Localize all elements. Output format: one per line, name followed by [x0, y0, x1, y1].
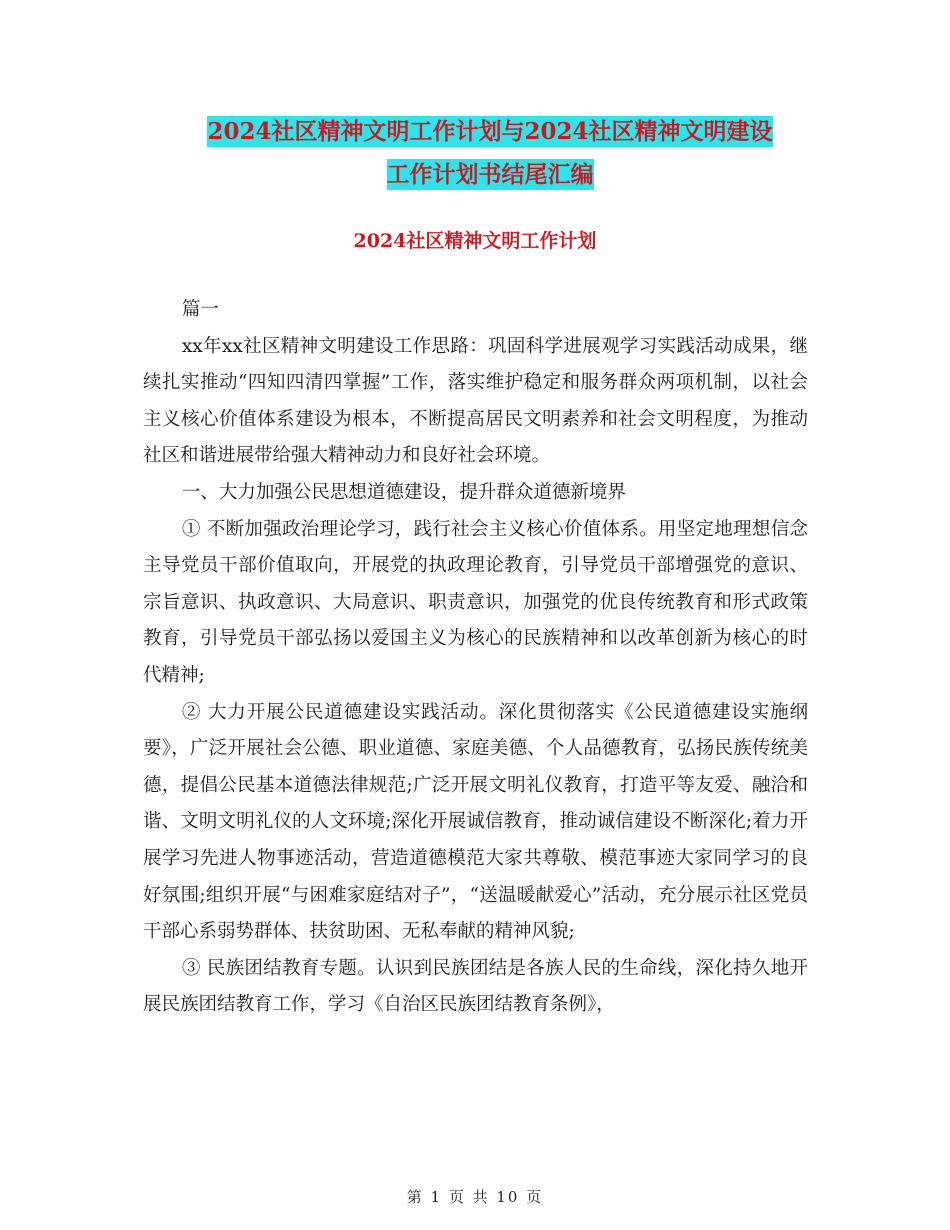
- paragraph: xx年xx社区精神文明建设工作思路：巩固科学进展观学习实践活动成果，继续扎实推动“四知四清四掌握”工作，落实维护稳定和服务群众两项机制，以社会主义核心价值体系建设为根本，不断提高居民文明素养和社会文明程度，为推动社区和谐进展带给强大精神动力和良好社会环境。: [143, 335, 808, 467]
- paragraph: ① 不断加强政治理论学习，践行社会主义核心价值体系。用坚定地理想信念主导党员干部价值取向，开展党的执政理论教育，引导党员干部增强党的意识、宗旨意识、执政意识、大局意识、职责意识，加强党的优良传统教育和形式政策教育，引导党员干部弘扬以爱国主义为核心的民族精神和以改革创新为核心的时代精神;: [143, 518, 808, 686]
- document-title-line-2: 工作计划书结尾汇编: [386, 161, 594, 188]
- section-title: 2024社区精神文明工作计划: [353, 230, 597, 252]
- body-text: [143, 292, 808, 1024]
- document-title-line-1: 2024社区精神文明工作计划与2024社区精神文明建设: [207, 118, 773, 145]
- page-footer: 第 1 页 共 10 页: [406, 1188, 544, 1206]
- paragraph: ② 大力开展公民道德建设实践活动。深化贯彻落实《公民道德建设实施纲要》，广泛开展社会公德、职业道德、家庭美德、个人品德教育，弘扬民族传统美德，提倡公民基本道德法律规范;广泛开展文明礼仪教育，打造平等友爱、融洽和谐、文明文明礼仪的人文环境;深化开展诚信教育，推动诚信建设不断深化;着力开展学习先进人物事迹活动，营造道德模范大家共尊敬、模范事迹大家同学习的良好氛围;组织开展“与困难家庭结对子”，“送温暖献爱心”活动，充分展示社区党员干部心系弱势群体、扶贫助困、无私奉献的精神风貌;: [143, 701, 808, 943]
- paragraph: ③ 民族团结教育专题。认识到民族团结是各族人民的生命线，深化持久地开展民族团结教育工作，学习《自治区民族团结教育条例》，: [143, 957, 808, 1016]
- paragraph: 篇一: [181, 299, 219, 320]
- paragraph: 一、大力加强公民思想道德建设，提升群众道德新境界: [181, 481, 626, 503]
